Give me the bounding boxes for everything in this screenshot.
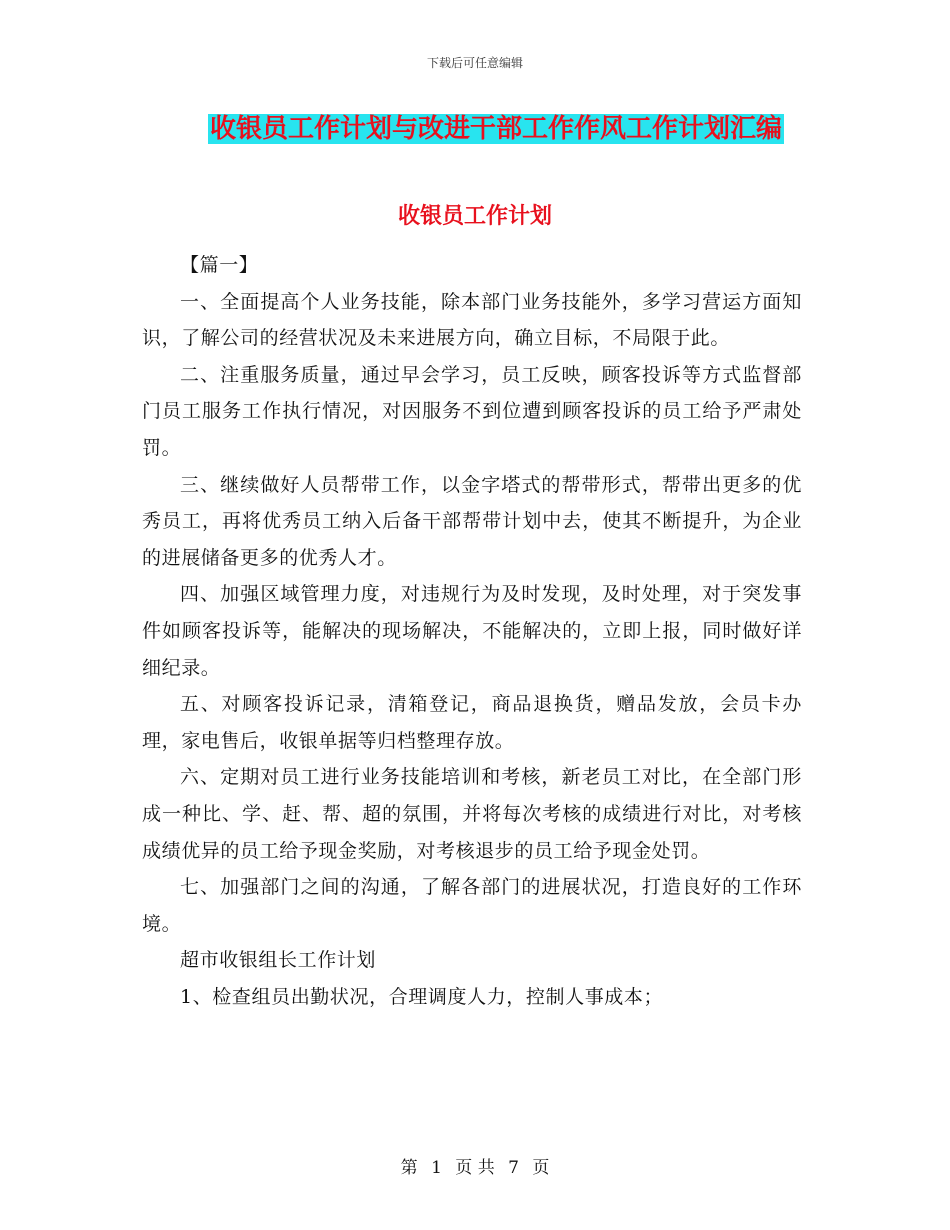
footer-prefix: 第 [400, 1158, 418, 1178]
paragraph-subheading: 超市收银组长工作计划 [180, 949, 377, 972]
paragraph-item-6: 六、定期对员工进行业务技能培训和考核，新老员工对比，在全部门形成一种比、学、赶、帮、超的氛围，并将每次考核的成绩进行对比，对考核成绩优异的员工给予现金奖励，对考核退步的员工给予现金处罚。 [142, 766, 802, 862]
footer-total-pages: 7 [508, 1158, 519, 1178]
document-body [142, 247, 802, 1015]
paragraph-item-1: 一、全面提高个人业务技能，除本部门业务技能外，多学习营运方面知识，了解公司的经营状况及未来进展方向，确立目标，不局限于此。 [142, 290, 802, 350]
paragraph-item-7: 七、加强部门之间的沟通，了解各部门的进展状况，打造良好的工作环境。 [142, 876, 802, 935]
document-title [208, 111, 784, 147]
paragraph-part-label: 【篇一】 [180, 254, 259, 276]
footer-page-number: 1 [431, 1158, 442, 1178]
footer-suffix: 页 [532, 1158, 550, 1178]
footer-middle: 页 共 [455, 1158, 495, 1178]
header-note: 下载后可任意编辑 [426, 56, 523, 70]
paragraph-item-2: 二、注重服务质量，通过早会学习，员工反映，顾客投诉等方式监督部门员工服务工作执行情况，对因服务不到位遭到顾客投诉的员工给予严肃处罚。 [142, 363, 802, 459]
paragraph-item-5: 五、对顾客投诉记录，清箱登记，商品退换货，赠品发放，会员卡办理，家电售后，收银单据等归档整理存放。 [142, 693, 802, 752]
document-title-text: 收银员工作计划与改进干部工作作风工作计划汇编 [210, 114, 783, 144]
section-title: 收银员工作计划 [397, 203, 552, 229]
paragraph-item-4: 四、加强区域管理力度，对违规行为及时发现，及时处理，对于突发事件如顾客投诉等，能解决的现场解决，不能解决的，立即上报，同时做好详细纪录。 [142, 583, 802, 679]
paragraph-list-item-1: 1、检查组员出勤状况，合理调度人力，控制人事成本； [180, 985, 664, 1008]
page-footer [0, 1153, 950, 1178]
paragraph-item-3: 三、继续做好人员帮带工作，以金字塔式的帮带形式，帮带出更多的优秀员工，再将优秀员工纳入后备干部帮带计划中去，使其不断提升，为企业的进展储备更多的优秀人才。 [142, 473, 802, 569]
